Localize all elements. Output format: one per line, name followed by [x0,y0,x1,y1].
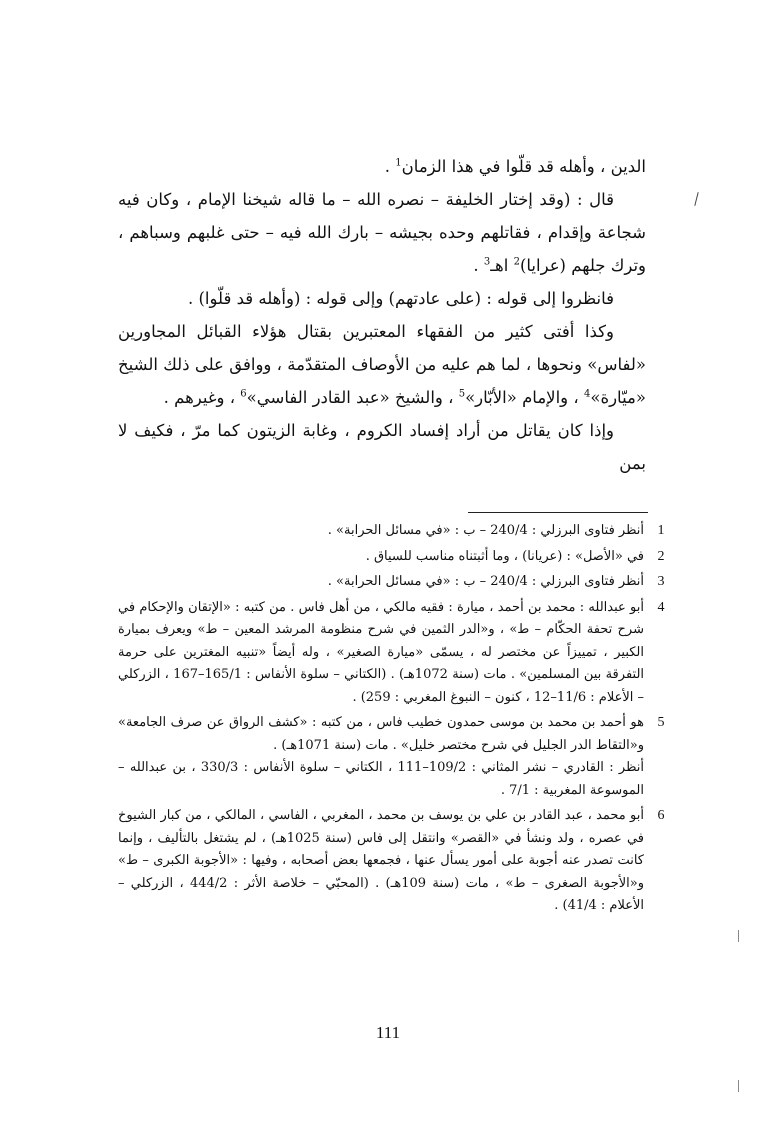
footnote-number: 3 [657,574,665,589]
footnote-6 [118,805,678,918]
footnote-ref-1[interactable]: 1 [395,157,402,169]
footnote-ref-4[interactable]: 4 [583,388,591,400]
footnote-number: 5 [657,715,665,730]
footnote-3 [118,571,678,594]
footnote-number: 2 [657,548,665,564]
footnote-1 [118,520,678,543]
page-number: 111 [375,1023,401,1042]
footnote-5 [118,712,678,802]
footnote-number: 1 [657,523,665,538]
footnote-text: في «الأصل» : (عريانا) ، وما أثبتناه مناسب للسياق . [365,548,644,564]
footnote-ref-2[interactable]: 2 [513,256,520,268]
paragraph-4: وكذا أفتى كثير من الفقهاء المعتبرين بقتال هؤلاء القبائل المجاورين «لفاس» ونحوها ، لما هم عليه من الأوصاف المتقدّمة ، ووافق على ذلك الشيخ «ميّارة»$^4$ ، والإمام «الأبّار»$^5$ ، والشيخ «عبد القادر الفاسي»$^6$ ، وغيرهم . [118,322,646,407]
paragraph-3: فانظروا إلى قوله : (على عادتهم) وإلى قوله : (وأهله قد قلّوا) . [187,289,614,308]
footnote-text: أنظر فتاوى البرزلي : 240/4 – ب : «في مسائل الحرابة» . [327,574,644,589]
footnote-separator [468,512,648,513]
footnote-ref-3[interactable]: 3 [483,256,491,268]
margin-mark [738,1080,739,1092]
paragraph-1: الدين ، وأهله قد قلّوا في هذا الزمان$^1$ . [384,157,646,176]
margin-mark [738,930,739,942]
footnote-2 [118,546,678,569]
footnote-text: هو أحمد بن محمد بن موسى حمدون خطيب فاس ، من كتبه : «كشف الرواق عن صرف الجامعة» و«التقاط الدر الجليل في شرح مختصر خليل» . مات (سنة 1071هـ) . أنظر : القادري – نشر المثاني : 109/2–111 ، الكتاني – سلوة الأنفاس : 330/3 ، بن عبدالله – الموسوعة المغربية : 7/1 . [118,715,645,798]
footnote-4 [118,597,678,710]
footnote-ref-6[interactable]: 6 [240,388,247,400]
footnote-number: 6 [657,808,665,823]
footnote-text: أنظر فتاوى البرزلي : 240/4 – ب : «في مسائل الحرابة» . [327,523,644,538]
paragraph-5: وإذا كان يقاتل من أراد إفساد الكروم ، وغابة الزيتون كما مرّ ، فكيف لا بمن [118,421,646,473]
footnotes [118,520,678,921]
footnote-text: أبو عبدالله : محمد بن أحمد ، ميارة : فقيه مالكي ، من أهل فاس . من كتبه : «الإتقان والإحكام في شرح تحفة الحكّام – ط» ، و«الدر الثمين في شرح منظومة المرشد المعين – ط» ويعرف بميارة الكبير ، تمييزاً عن مختصر له ، يسمّى «ميارة الصغير» ، وله أيضاً «تنبيه المغترين على حرمة التفرقة بين المسلمين» . مات (سنة 1072هـ) . (الكتاني – سلوة الأنفاس : 165/1–167 ، الزركلي – الأعلام : 11/6–12 ، كنون – النبوغ المغربي : 259) . [118,599,645,705]
footnote-text: أبو محمد ، عبد القادر بن علي بن يوسف بن محمد ، المغربي ، الفاسي ، المالكي ، من كبار الشيوخ في عصره ، ولد ونشأ في «القصر» وانتقل إلى فاس (سنة 1025هـ) ، لم يشتغل بالتأليف ، وإنما كانت تصدر عنه أجوبة على أمور يسأل عنها ، فجمعها بعض أصحابه ، وفيها : «الأجوبة الكبرى – ط» و«الأجوبة الصغرى – ط» ، مات (سنة 109هـ) . (المحبّي – خلاصة الأثر : 444/2 ، الزركلي – الأعلام : 41/4) . [118,808,644,913]
paragraph-2: قال : (وقد إختار الخليفة – نصره الله – ما قاله شيخنا الإمام ، وكان فيه شجاعة وإقدام ، فقاتلهم وحده بجيشه – بارك الله فيه – حتى غلبهم وسباهم ، وترك جلهم (عرايا)$^2$ اهـ$^3$ . [118,190,646,275]
main-text [118,150,646,480]
footnote-ref-5[interactable]: 5 [458,388,466,400]
footnote-number: 4 [657,599,665,615]
margin-mark [694,192,698,206]
